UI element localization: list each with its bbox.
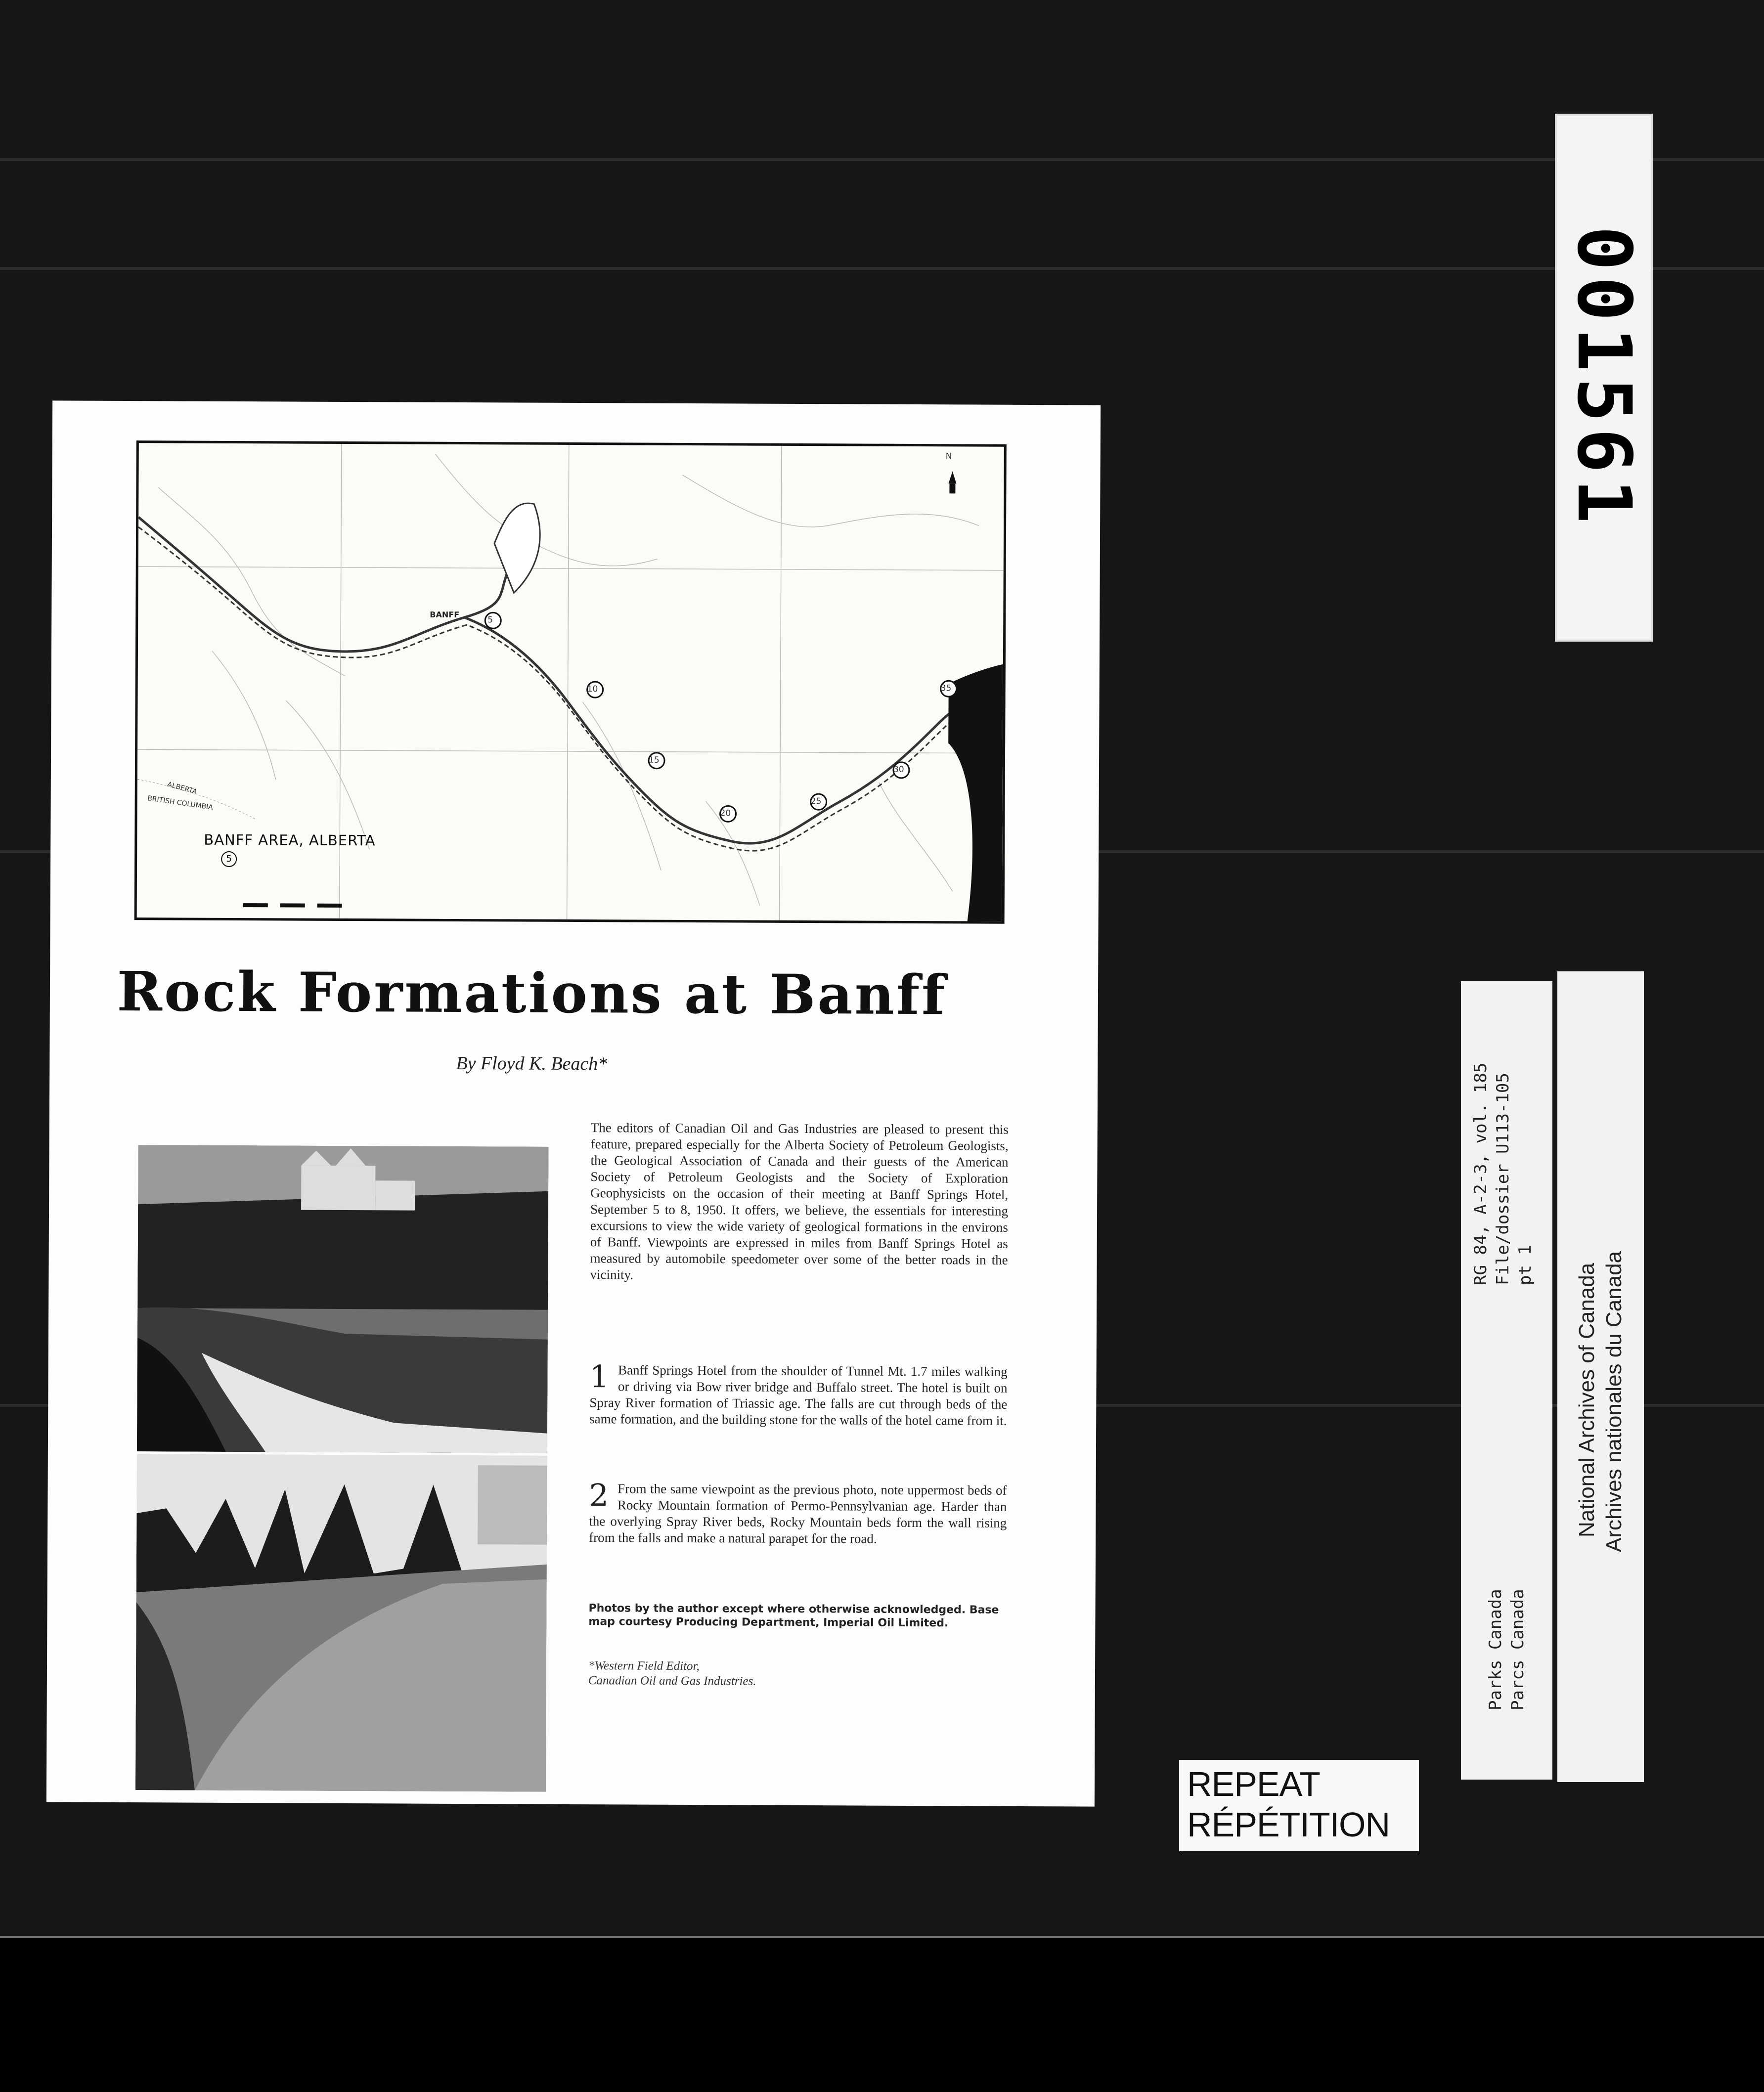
town-label: BANFF [430,610,460,619]
caption-item-1 [589,1358,1008,1429]
reference-line: pt 1 [1515,1245,1535,1285]
intro-paragraph: The editors of Canadian Oil and Gas Industries are pleased to present this feature, prepared especially for the Alberta Society of Petroleum Geologists, the Geological Association of Canada and their guests of the American Society of Petroleum Geologists and the Society of Exploration Geophysicists on the occasion of their meeting at Banff Springs Hotel, September 5 to 8, 1950. It offers, we believe, the essentials for interesting excursions to view the wide variety of geological formations in the environs of Banff. Viewpoints are expressed in miles from Banff Springs Hotel as measured by automobile speedometer over some of the better roads in the vicinity. [590,1120,1009,1282]
scan-artifact [0,267,1764,270]
milepoint-marker: 30 [893,764,904,775]
milepoint-marker: 5 [487,615,493,625]
editor-footnote-line: Canadian Oil and Gas Industries. [588,1674,756,1688]
archive-number-tag [1555,114,1653,642]
province-label: BRITISH COLUMBIA [147,794,214,812]
editor-footnote-line: *Western Field Editor, [588,1659,700,1673]
photo-rocky-mountain-formation [135,1454,547,1792]
reference-line: File/dossier U113-105 [1493,1073,1513,1285]
archives-name-en: National Archives of Canada [1575,1263,1599,1537]
archive-number: 001561 [1561,226,1647,529]
photo-credits: Photos by the author except where otherwise acknowledged. Base map courtesy Producing Department, Imperial Oil Limited. [588,1602,999,1630]
province-label: ALBERTA [166,780,198,796]
caption-text: From the same viewpoint as the previous photo, note uppermost beds of Rocky Mountain formation of Permo-Pennsylvanian age. Harder than the overlying Spray River beds, Rocky Mountain beds form the wall rising from the falls and make a natural parapet for the road. [589,1481,1007,1546]
milepoint-marker: 25 [810,796,822,807]
scan-artifact [0,158,1764,161]
editor-footnote [588,1658,1006,1690]
article-title: Rock Formations at Banff [117,959,947,1027]
reference-line: RG 84, A-2-3, vol. 185 [1471,1062,1491,1285]
milepoint-marker: 10 [587,684,598,695]
photo-banff-springs-hotel [137,1145,549,1453]
agency-name-fr: Parcs Canada [1508,1589,1528,1710]
agency-name-en: Parks Canada [1486,1589,1505,1710]
article-page [46,400,1101,1806]
archives-name-fr: Archives nationales du Canada [1602,1251,1626,1552]
repeat-stamp [1179,1760,1419,1851]
map-drawing [137,443,1004,921]
milepoint-marker: 35 [940,683,952,694]
caption-number: 1 [589,1358,610,1395]
caption-number: 2 [589,1477,609,1514]
map-legend-marker: 5 [221,851,237,867]
repeat-stamp-line: REPEAT [1187,1765,1320,1803]
caption-text: Banff Springs Hotel from the shoulder of Tunnel Mt. 1.7 miles walking or driving via Bow river bridge and Buffalo street. The hotel is built on Spray River formation of Triassic age. The falls are cut through beds of the same formation, and the building stone for the walls of the hotel came from it. [589,1362,1008,1428]
map-title: BANFF AREA, ALBERTA [204,831,376,849]
film-border [0,1938,1764,2092]
banff-area-map [134,440,1007,924]
milepoint-marker: 20 [720,808,731,819]
caption-item-2 [589,1477,1007,1548]
archives-label [1557,971,1644,1782]
milepoint-marker: 15 [648,755,660,765]
repeat-stamp-line: RÉPÉTITION [1187,1805,1390,1844]
article-byline: By Floyd K. Beach* [456,1052,608,1075]
north-arrow-label: N [945,451,952,462]
